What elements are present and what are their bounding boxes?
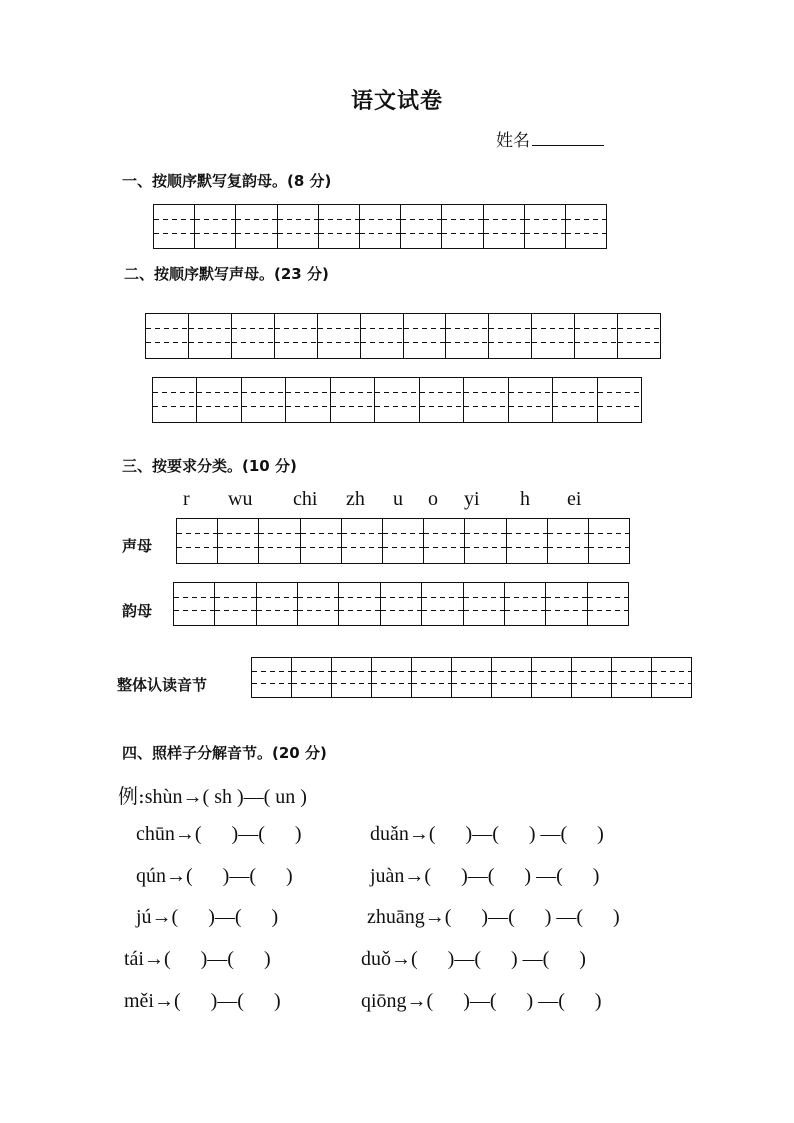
category-label-yunmu: 韵母	[122, 602, 153, 620]
name-field[interactable]	[496, 126, 604, 151]
syllable: o	[428, 488, 438, 510]
exercise-item[interactable]: qiōng→( )—( ) —( )	[361, 990, 602, 1012]
writing-cell[interactable]	[484, 205, 525, 248]
writing-cell[interactable]	[401, 205, 442, 248]
writing-cell[interactable]	[465, 519, 506, 563]
writing-cell[interactable]	[548, 519, 589, 563]
writing-cell[interactable]	[509, 378, 553, 422]
writing-cell[interactable]	[153, 378, 197, 422]
exercise-item[interactable]: chūn→( )—( )	[136, 823, 302, 845]
writing-cell[interactable]	[331, 378, 375, 422]
exercise-item[interactable]: duǒ→( )—( ) —( )	[361, 948, 586, 970]
exercise-item[interactable]: duǎn→( )—( ) —( )	[370, 823, 604, 845]
writing-cell[interactable]	[236, 205, 277, 248]
writing-cell[interactable]	[532, 314, 575, 358]
writing-cell[interactable]	[507, 519, 548, 563]
grid-category-zhengti[interactable]	[251, 657, 692, 698]
writing-cell[interactable]	[189, 314, 232, 358]
section-1-heading: 一、按顺序默写复韵母。(8 分)	[122, 172, 332, 190]
example-lead: 例:	[118, 784, 145, 808]
writing-cell[interactable]	[464, 583, 505, 625]
writing-cell[interactable]	[177, 519, 218, 563]
writing-cell[interactable]	[275, 314, 318, 358]
grid-category-yunmu[interactable]	[173, 582, 629, 626]
section-2-heading: 二、按顺序默写声母。(23 分)	[124, 265, 329, 283]
exercise-item[interactable]: měi→( )—( )	[124, 990, 281, 1012]
writing-cell[interactable]	[381, 583, 422, 625]
writing-cell[interactable]	[489, 314, 532, 358]
writing-cell[interactable]	[383, 519, 424, 563]
syllable: yi	[464, 488, 480, 510]
writing-cell[interactable]	[612, 658, 652, 697]
syllable: r	[183, 488, 190, 510]
writing-cell[interactable]	[286, 378, 330, 422]
writing-cell[interactable]	[404, 314, 447, 358]
writing-cell[interactable]	[424, 519, 465, 563]
writing-cell[interactable]	[420, 378, 464, 422]
page-title: 语文试卷	[350, 89, 443, 114]
writing-cell[interactable]	[252, 658, 292, 697]
writing-cell[interactable]	[525, 205, 566, 248]
writing-cell[interactable]	[361, 314, 404, 358]
writing-cell[interactable]	[446, 314, 489, 358]
writing-cell[interactable]	[146, 314, 189, 358]
writing-cell[interactable]	[452, 658, 492, 697]
writing-cell[interactable]	[278, 205, 319, 248]
category-label-zhengti: 整体认读音节	[117, 676, 208, 694]
grid-shengmu-1[interactable]	[145, 313, 661, 359]
writing-cell[interactable]	[422, 583, 463, 625]
exercise-item[interactable]: qún→( )—( )	[136, 865, 293, 887]
writing-cell[interactable]	[257, 583, 298, 625]
writing-cell[interactable]	[492, 658, 532, 697]
syllable: wu	[228, 488, 253, 510]
writing-cell[interactable]	[412, 658, 452, 697]
writing-cell[interactable]	[218, 519, 259, 563]
writing-cell[interactable]	[442, 205, 483, 248]
exercise-item[interactable]: jú→( )—( )	[136, 906, 279, 928]
writing-cell[interactable]	[342, 519, 383, 563]
exercise-item[interactable]: tái→( )—( )	[124, 948, 271, 970]
syllable: zh	[346, 488, 365, 510]
example-text: shùn→( sh )—( un )	[144, 786, 307, 808]
writing-cell[interactable]	[598, 378, 641, 422]
writing-cell[interactable]	[572, 658, 612, 697]
section-3-heading: 三、按要求分类。(10 分)	[122, 457, 297, 475]
writing-cell[interactable]	[318, 314, 361, 358]
writing-cell[interactable]	[372, 658, 412, 697]
category-label-shengmu: 声母	[122, 537, 153, 555]
writing-cell[interactable]	[652, 658, 691, 697]
writing-cell[interactable]	[505, 583, 546, 625]
grid-fuyunmu[interactable]	[153, 204, 607, 249]
writing-cell[interactable]	[195, 205, 236, 248]
writing-cell[interactable]	[546, 583, 587, 625]
example-row	[118, 780, 307, 809]
writing-cell[interactable]	[588, 583, 628, 625]
grid-shengmu-2[interactable]	[152, 377, 642, 423]
syllable: u	[393, 488, 403, 510]
writing-cell[interactable]	[532, 658, 572, 697]
writing-cell[interactable]	[259, 519, 300, 563]
writing-cell[interactable]	[553, 378, 597, 422]
writing-cell[interactable]	[332, 658, 372, 697]
syllable: chi	[293, 488, 318, 510]
exercise-item[interactable]: zhuāng→( )—( ) —( )	[367, 906, 620, 928]
writing-cell[interactable]	[566, 205, 606, 248]
name-label: 姓名	[496, 131, 530, 151]
writing-cell[interactable]	[339, 583, 380, 625]
section-4-heading: 四、照样子分解音节。(20 分)	[122, 744, 327, 762]
writing-cell[interactable]	[292, 658, 332, 697]
writing-cell[interactable]	[301, 519, 342, 563]
syllable: ei	[567, 488, 582, 510]
writing-cell[interactable]	[232, 314, 275, 358]
writing-cell[interactable]	[464, 378, 508, 422]
writing-cell[interactable]	[197, 378, 241, 422]
writing-cell[interactable]	[360, 205, 401, 248]
writing-cell[interactable]	[215, 583, 256, 625]
writing-cell[interactable]	[154, 205, 195, 248]
writing-cell[interactable]	[174, 583, 215, 625]
writing-cell[interactable]	[575, 314, 618, 358]
writing-cell[interactable]	[319, 205, 360, 248]
syllable: h	[520, 488, 530, 510]
writing-cell[interactable]	[242, 378, 286, 422]
grid-category-shengmu[interactable]	[176, 518, 630, 564]
writing-cell[interactable]	[298, 583, 339, 625]
writing-cell[interactable]	[375, 378, 419, 422]
writing-cell[interactable]	[618, 314, 660, 358]
name-blank-line[interactable]	[532, 129, 604, 146]
exercise-item[interactable]: juàn→( )—( ) —( )	[370, 865, 600, 887]
writing-cell[interactable]	[589, 519, 629, 563]
